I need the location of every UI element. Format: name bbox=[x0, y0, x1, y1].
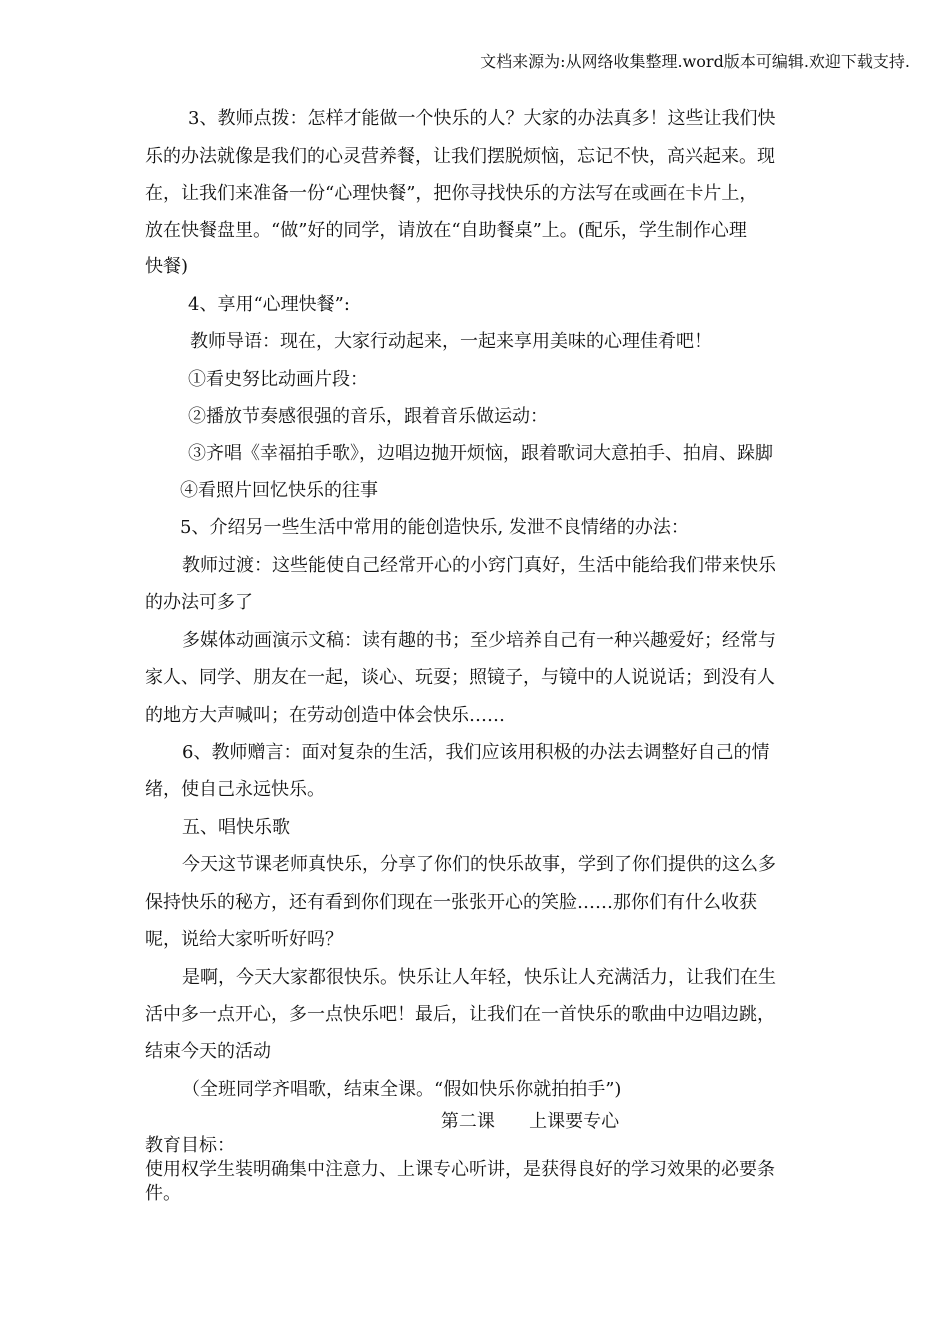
list-item: ①看史努比动画片段： bbox=[188, 369, 368, 390]
paragraph-line: （全班同学齐唱歌，结束全课。“假如快乐你就拍拍手”) bbox=[182, 1079, 622, 1100]
paragraph-line: 3、教师点拨：怎样才能做一个快乐的人？大家的办法真多！这些让我们快 bbox=[188, 108, 776, 129]
section-heading: 4、享用“心理快餐”: bbox=[188, 294, 350, 315]
section-heading: 五、唱快乐歌 bbox=[182, 817, 290, 838]
paragraph-line: 的办法可多了 bbox=[145, 592, 253, 613]
goal-heading: 教育目标： bbox=[145, 1135, 235, 1156]
lesson-title: 第二课 上课要专心 bbox=[440, 1111, 620, 1132]
section-heading: 6、教师赠言：面对复杂的生活，我们应该用积极的办法去调整好自己的情 bbox=[182, 742, 770, 763]
paragraph-line: 教师导语：现在，大家行动起来，一起来享用美味的心理佳肴吧！ bbox=[190, 331, 712, 352]
list-item: ③齐唱《幸福拍手歌》，边唱边抛开烦恼，跟着歌词大意拍手、拍肩、跺脚 bbox=[188, 443, 773, 464]
list-item: ④看照片回忆快乐的往事 bbox=[180, 480, 378, 501]
paragraph-line: 多媒体动画演示文稿：读有趣的书；至少培养自己有一种兴趣爱好；经常与 bbox=[182, 630, 776, 651]
page-header: 文档来源为:从网络收集整理.word版本可编辑.欢迎下载支持. bbox=[480, 52, 910, 71]
paragraph-line: 放在快餐盘里。“做”好的同学，请放在“自助餐桌”上。(配乐，学生制作心理 bbox=[145, 220, 747, 241]
goal-text: 使用权学生装明确集中注意力、上课专心听讲，是获得良好的学习效果的必要条 bbox=[145, 1159, 775, 1180]
paragraph-line: 绪，使自己永远快乐。 bbox=[145, 779, 325, 800]
paragraph-line: 是啊，今天大家都很快乐。快乐让人年轻，快乐让人充满活力，让我们在生 bbox=[182, 967, 776, 988]
paragraph-line: 乐的办法就像是我们的心灵营养餐，让我们摆脱烦恼，忘记不快，高兴起来。现 bbox=[145, 146, 775, 167]
goal-text: 件。 bbox=[145, 1183, 181, 1204]
paragraph-line: 快餐) bbox=[145, 256, 189, 277]
paragraph-line: 活中多一点开心，多一点快乐吧！最后，让我们在一首快乐的歌曲中边唱边跳， bbox=[145, 1004, 775, 1025]
paragraph-line: 结束今天的活动 bbox=[145, 1041, 271, 1062]
paragraph-line: 教师过渡：这些能使自己经常开心的小窍门真好，生活中能给我们带来快乐 bbox=[182, 555, 776, 576]
list-item: ②播放节奏感很强的音乐，跟着音乐做运动： bbox=[188, 406, 548, 427]
paragraph-line: 家人、同学、朋友在一起，谈心、玩耍；照镜子，与镜中的人说说话；到没有人 bbox=[145, 667, 775, 688]
paragraph-line: 的地方大声喊叫；在劳动创造中体会快乐…… bbox=[145, 705, 505, 726]
section-heading: 5、介绍另一些生活中常用的能创造快乐, 发泄不良情绪的办法： bbox=[180, 517, 689, 538]
paragraph-line: 在，让我们来准备一份“心理快餐”，把你寻找快乐的方法写在或画在卡片上， bbox=[145, 183, 758, 204]
paragraph-line: 呢，说给大家听听好吗？ bbox=[145, 929, 343, 950]
paragraph-line: 保持快乐的秘方，还有看到你们现在一张张开心的笑脸……那你们有什么收获 bbox=[145, 892, 757, 913]
paragraph-line: 今天这节课老师真快乐，分享了你们的快乐故事，学到了你们提供的这么多 bbox=[182, 854, 776, 875]
